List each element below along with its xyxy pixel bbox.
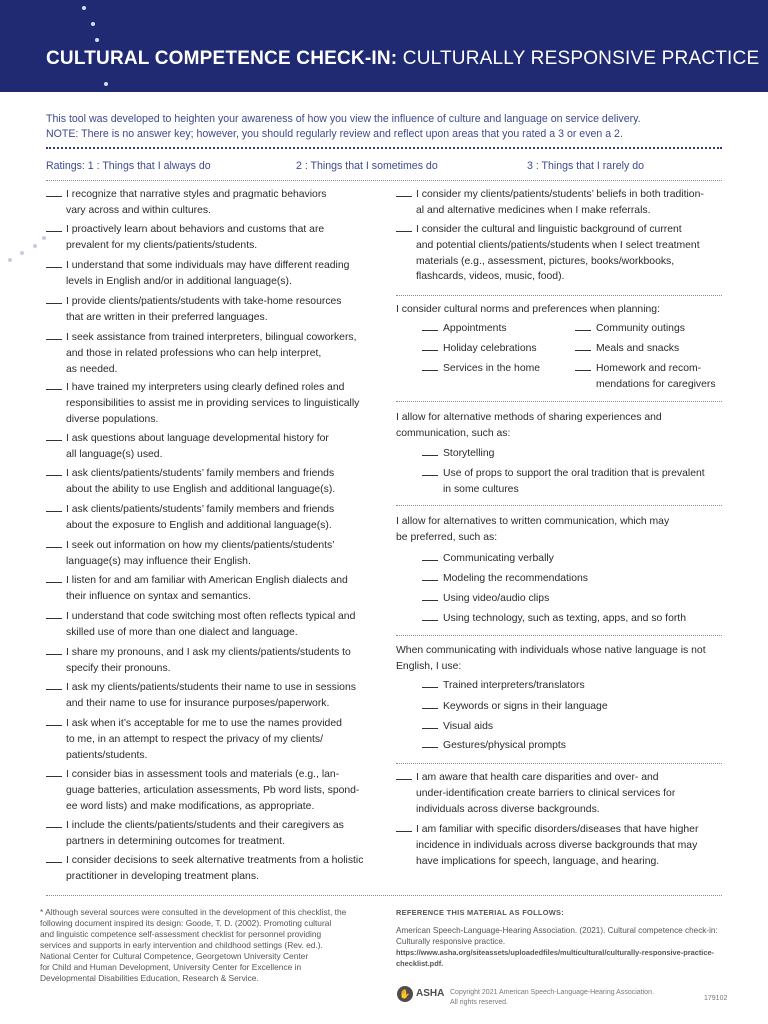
checklist-item-text: I am familiar with specific disorders/diseases that have higher incidence in individuals across diverse backgrounds that may have implications for speech, language, and hearing. bbox=[416, 824, 699, 867]
left-checklist-item bbox=[46, 573, 348, 605]
sub-checklist-item bbox=[422, 466, 705, 498]
left-checklist-item bbox=[46, 680, 356, 712]
native-heading: When communicating with individuals whose native language is not English, I use: bbox=[396, 645, 706, 672]
rating-blank[interactable] bbox=[422, 572, 438, 581]
rating-blank[interactable] bbox=[422, 739, 438, 748]
checklist-item-text: I understand that code switching most often reflects typical and skilled use of more than one dialect and language. bbox=[66, 611, 356, 638]
sub-item-text: Storytelling bbox=[443, 448, 495, 459]
sub-checklist-item bbox=[422, 719, 493, 735]
asha-logo-text: ASHA bbox=[416, 988, 445, 999]
sub-checklist-item bbox=[422, 591, 549, 607]
checklist-item-text: I have trained my interpreters using clearly defined roles and responsibilities to assist me in providing services to linguistically diverse populations. bbox=[66, 382, 360, 425]
rating-blank[interactable] bbox=[422, 322, 438, 331]
reference-citation: American Speech-Language-Hearing Association. (2021). Cultural competence check-in: Culturally responsive practice. bbox=[396, 926, 718, 946]
checklist-item-text: I provide clients/patients/students with take-home resources that are written in their preferred languages. bbox=[66, 296, 342, 323]
left-checklist-item bbox=[46, 187, 326, 219]
checklist-item-text: I consider the cultural and linguistic background of current and potential clients/patients/students when I select treatment materials (e.g., assessment, pictures, books/workbooks, flashcards, videos, music, food). bbox=[416, 224, 700, 283]
rating-2: 2 : Things that I sometimes do bbox=[296, 160, 438, 172]
sub-item-text: Communicating verbally bbox=[443, 553, 554, 564]
checklist-item-text: I ask clients/patients/students’ family members and friends about the exposure to English and additional language(s). bbox=[66, 504, 335, 531]
rating-blank[interactable] bbox=[46, 854, 62, 863]
checklist-item-text: I consider my clients/patients/students’ beliefs in both tradition- al and alternative medicines when I make referrals. bbox=[416, 189, 704, 216]
sub-item-text: Trained interpreters/translators bbox=[443, 680, 585, 691]
sub-item-text: Homework and recom- mendations for caregivers bbox=[596, 363, 716, 390]
checklist-item-text: I consider bias in assessment tools and materials (e.g., lan- guage batteries, articulation assessments, Pb word lists, spond- ee word lists) and make modifications, as appropriate. bbox=[66, 769, 360, 812]
rating-blank[interactable] bbox=[46, 681, 62, 690]
decorative-dot bbox=[95, 38, 99, 42]
rating-blank[interactable] bbox=[422, 552, 438, 561]
written-heading: I allow for alternatives to written communication, which may be preferred, such as: bbox=[396, 516, 670, 543]
decorative-dot bbox=[91, 22, 95, 26]
left-checklist-item bbox=[46, 853, 363, 885]
sub-checklist-item bbox=[422, 341, 537, 357]
rating-blank[interactable] bbox=[422, 592, 438, 601]
left-checklist-item bbox=[46, 431, 329, 463]
sub-checklist-item bbox=[422, 699, 608, 715]
sub-checklist-item bbox=[575, 341, 679, 357]
sub-item-text: Using technology, such as texting, apps, and so forth bbox=[443, 613, 686, 624]
checklist-item-text: I am aware that health care disparities and over- and under-identification create barriers to clinical services for individuals across diverse backgrounds. bbox=[416, 772, 676, 815]
rating-blank[interactable] bbox=[46, 574, 62, 583]
sub-checklist-item bbox=[422, 738, 566, 754]
checklist-item-text: I include the clients/patients/students and their caregivers as partners in determining outcomes for treatment. bbox=[66, 820, 344, 847]
sub-checklist-item bbox=[422, 321, 507, 337]
left-checklist-item bbox=[46, 818, 344, 850]
checklist-item-text: I seek out information on how my clients/patients/students’ language(s) may influence their English. bbox=[66, 540, 335, 567]
left-checklist-item bbox=[46, 502, 334, 534]
asha-logo-icon: ✋ bbox=[397, 986, 413, 1002]
rating-3: 3 : Things that I rarely do bbox=[527, 160, 644, 172]
checklist-item-text: I recognize that narrative styles and pragmatic behaviors vary across and within cultures. bbox=[66, 189, 327, 216]
divider bbox=[396, 295, 722, 296]
rating-blank[interactable] bbox=[46, 646, 62, 655]
sub-item-text: Gestures/physical prompts bbox=[443, 740, 567, 751]
footnote: * Although several sources were consulted in the development of this checklist, the following document inspired its design: Goode, T. D. (2002). Promoting cultural and linguistic competence self-assessment checklist for personnel providing services and supports in early intervention and childhood settings (Rev. ed.). National Center for Cultural Competence, Georgetown University Center for Child and Human Development, University Center for Excellence in Developmental Disabilities Education, Research & Service. bbox=[40, 907, 347, 983]
rating-blank[interactable] bbox=[422, 467, 438, 476]
right-checklist-item bbox=[396, 770, 675, 817]
rating-blank[interactable] bbox=[422, 720, 438, 729]
rating-blank[interactable] bbox=[46, 188, 62, 197]
rating-blank[interactable] bbox=[575, 362, 591, 371]
checklist-item-text: I ask my clients/patients/students their name to use in sessions and their name to use for insurance purposes/paperwork. bbox=[66, 682, 356, 709]
sub-checklist-item bbox=[422, 571, 588, 587]
sub-checklist-item bbox=[422, 611, 686, 627]
left-checklist-item bbox=[46, 222, 324, 254]
rating-blank[interactable] bbox=[422, 612, 438, 621]
checklist-item-text: I seek assistance from trained interpreters, bilingual coworkers, and those in related professions who can help interpret, as needed. bbox=[66, 332, 357, 375]
sub-item-text: Appointments bbox=[443, 323, 507, 334]
divider bbox=[46, 895, 722, 896]
decorative-dot bbox=[20, 251, 24, 255]
left-checklist-item bbox=[46, 294, 342, 326]
checklist-item-text: I proactively learn about behaviors and customs that are prevalent for my clients/patients/students. bbox=[66, 224, 325, 251]
reference-heading: REFERENCE THIS MATERIAL AS FOLLOWS: bbox=[396, 908, 565, 917]
right-checklist-item bbox=[396, 222, 700, 285]
rating-blank[interactable] bbox=[46, 295, 62, 304]
sub-checklist-item bbox=[422, 551, 554, 567]
rating-blank[interactable] bbox=[422, 362, 438, 371]
left-checklist-item bbox=[46, 380, 359, 427]
right-checklist-item bbox=[396, 822, 698, 869]
rating-blank[interactable] bbox=[396, 771, 412, 780]
checklist-item-text: I listen for and am familiar with American English dialects and their influence on syntax and semantics. bbox=[66, 575, 348, 602]
rating-blank[interactable] bbox=[46, 610, 62, 619]
rating-blank[interactable] bbox=[46, 503, 62, 512]
sharing-heading: I allow for alternative methods of sharing experiences and communication, such as: bbox=[396, 412, 662, 439]
rating-blank[interactable] bbox=[422, 700, 438, 709]
document-number: 179102 bbox=[704, 995, 728, 1002]
checklist-item-text: I ask when it’s acceptable for me to use the names provided to me, in an attempt to respect the privacy of my clients/ patients/students. bbox=[66, 718, 342, 761]
sub-checklist-item bbox=[575, 321, 685, 337]
rating-1: Ratings: 1 : Things that I always do bbox=[46, 160, 211, 172]
intro-line-1: This tool was developed to heighten your awareness of how you view the influence of culture and language on service delivery. bbox=[46, 113, 641, 125]
sub-checklist-item bbox=[575, 361, 716, 393]
left-checklist-item bbox=[46, 609, 355, 641]
rating-blank[interactable] bbox=[396, 823, 412, 832]
divider bbox=[46, 147, 722, 149]
ratings-legend bbox=[46, 160, 722, 176]
intro-line-2: NOTE: There is no answer key; however, you should regularly review and reflect upon areas that you rated a 3 or even a 2. bbox=[46, 128, 623, 140]
left-checklist-item bbox=[46, 716, 342, 763]
decorative-dot bbox=[104, 82, 108, 86]
page-title bbox=[46, 48, 759, 70]
decorative-dot bbox=[82, 6, 86, 10]
left-checklist-item bbox=[46, 767, 359, 814]
reference-url[interactable]: https://www.asha.org/siteassets/uploadedfiles/multicultural/culturally-responsive-practice-checklist.pdf. bbox=[396, 948, 715, 968]
sub-item-text: Keywords or signs in their language bbox=[443, 701, 608, 712]
rating-blank[interactable] bbox=[396, 223, 412, 232]
header-banner bbox=[0, 0, 768, 92]
sub-item-text: Using video/audio clips bbox=[443, 593, 550, 604]
divider bbox=[46, 180, 722, 181]
rating-blank[interactable] bbox=[46, 432, 62, 441]
rating-blank[interactable] bbox=[46, 539, 62, 548]
checklist-item-text: I share my pronouns, and I ask my clients/patients/students to specify their pronouns. bbox=[66, 647, 351, 674]
intro-text bbox=[46, 112, 726, 142]
rating-blank[interactable] bbox=[575, 322, 591, 331]
rating-blank[interactable] bbox=[422, 447, 438, 456]
checklist-item-text: I understand that some individuals may have different reading levels in English and/or in additional language(s). bbox=[66, 260, 350, 287]
left-checklist-item bbox=[46, 466, 335, 498]
divider bbox=[396, 505, 722, 506]
checklist-item-text: I consider decisions to seek alternative treatments from a holistic practitioner in developing treatment plans. bbox=[66, 855, 364, 882]
rating-blank[interactable] bbox=[46, 717, 62, 726]
copyright: Copyright 2021 American Speech-Language-Hearing Association. All rights reserved. bbox=[450, 989, 654, 1006]
rating-blank[interactable] bbox=[46, 768, 62, 777]
sub-item-text: Modeling the recommendations bbox=[443, 573, 588, 584]
sub-checklist-item bbox=[422, 361, 540, 377]
sub-item-text: Services in the home bbox=[443, 363, 541, 374]
rating-blank[interactable] bbox=[46, 467, 62, 476]
left-checklist-item bbox=[46, 645, 351, 677]
rating-blank[interactable] bbox=[46, 259, 62, 268]
rating-blank[interactable] bbox=[46, 819, 62, 828]
sub-item-text: Use of props to support the oral tradition that is prevalent in some cultures bbox=[443, 468, 705, 495]
rating-blank[interactable] bbox=[46, 223, 62, 232]
sub-item-text: Holiday celebrations bbox=[443, 343, 537, 354]
rating-blank[interactable] bbox=[396, 188, 412, 197]
sub-checklist-item bbox=[422, 678, 585, 694]
left-checklist-item bbox=[46, 258, 349, 290]
checklist-item-text: I ask clients/patients/students’ family members and friends about the ability to use English and additional language(s). bbox=[66, 468, 336, 495]
sub-item-text: Visual aids bbox=[443, 721, 494, 732]
rating-blank[interactable] bbox=[46, 331, 62, 340]
rating-blank[interactable] bbox=[46, 381, 62, 390]
rating-blank[interactable] bbox=[422, 342, 438, 351]
title-bold: CULTURAL COMPETENCE CHECK-IN: bbox=[46, 48, 398, 69]
rating-blank[interactable] bbox=[422, 679, 438, 688]
sub-item-text: Community outings bbox=[596, 323, 685, 334]
planning-heading: I consider cultural norms and preferences when planning: bbox=[396, 304, 660, 315]
sub-checklist-item bbox=[422, 446, 494, 462]
title-light: CULTURALLY RESPONSIVE PRACTICE bbox=[402, 48, 760, 69]
reference-text bbox=[396, 925, 726, 969]
sub-item-text: Meals and snacks bbox=[596, 343, 680, 354]
divider bbox=[396, 401, 722, 402]
checklist-item-text: I ask questions about language developmental history for all language(s) used. bbox=[66, 433, 329, 460]
rating-blank[interactable] bbox=[575, 342, 591, 351]
divider bbox=[396, 763, 722, 764]
left-checklist-item bbox=[46, 330, 357, 377]
decorative-dot bbox=[8, 258, 12, 262]
decorative-dot bbox=[33, 244, 37, 248]
divider bbox=[396, 635, 722, 636]
right-checklist-item bbox=[396, 187, 704, 219]
left-checklist-item bbox=[46, 538, 335, 570]
